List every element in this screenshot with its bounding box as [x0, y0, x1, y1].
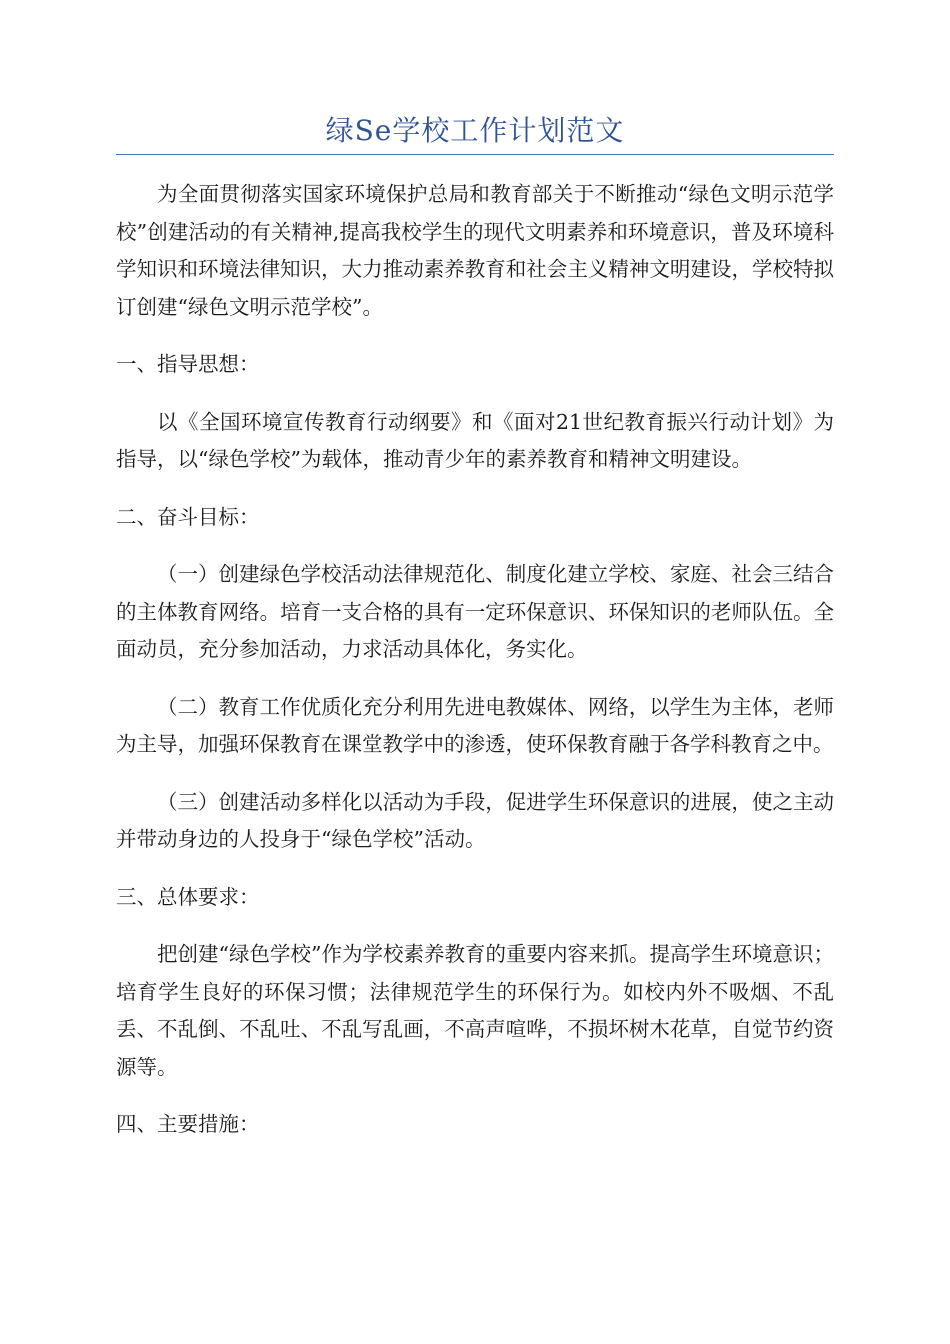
- title-underline: [116, 154, 834, 155]
- guiding-thought-paragraph: 以《全国环境宣传教育行动纲要》和《面对21世纪教育振兴行动计划》为指导，以“绿色学校”为载体，推动青少年的素养教育和精神文明建设。: [116, 409, 834, 471]
- document-body: [116, 176, 834, 1164]
- requirements-paragraph: 把创建“绿色学校”作为学校素养教育的重要内容来抓。提高学生环境意识；培育学生良好的环保习惯；法律规范学生的环保行为。如校内外不吸烟、不乱丢、不乱倒、不乱吐、不乱写乱画，不高声喧哗，不损坏树木花草，自觉节约资源等。: [116, 942, 834, 1079]
- goal-item-1: （一）创建绿色学校活动法律规范化、制度化建立学校、家庭、社会三结合的主体教育网络。培育一支合格的具有一定环保意识、环保知识的老师队伍。全面动员，充分参加活动，力求活动具体化，务实化。: [116, 562, 834, 661]
- section-heading-goals: 二、奋斗目标：: [116, 504, 260, 529]
- section-heading-requirements: 三、总体要求：: [116, 884, 260, 909]
- section-heading-guiding-thought: 一、指导思想：: [116, 352, 260, 376]
- goal-item-2: （二）教育工作优质化充分利用先进电教媒体、网络，以学生为主体，老师为主导，加强环保教育在课堂教学中的渗透，使环保教育融于各学科教育之中。: [116, 694, 834, 756]
- goal-item-3: （三）创建活动多样化以活动为手段，促进学生环保意识的进展，使之主动并带动身边的人投身于“绿色学校”活动。: [116, 789, 834, 851]
- section-heading-measures: 四、主要措施：: [116, 1112, 260, 1136]
- document-title: 绿Se学校工作计划范文: [325, 114, 625, 147]
- intro-paragraph: 为全面贯彻落实国家环境保护总局和教育部关于不断推动“绿色文明示范学校”创建活动的有关精神,提高我校学生的现代文明素养和环境意识，普及环境科学知识和环境法律知识，大力推动素养教育和社会主义精神文明建设，学校特拟订创建“绿色文明示范学校”。: [116, 182, 834, 319]
